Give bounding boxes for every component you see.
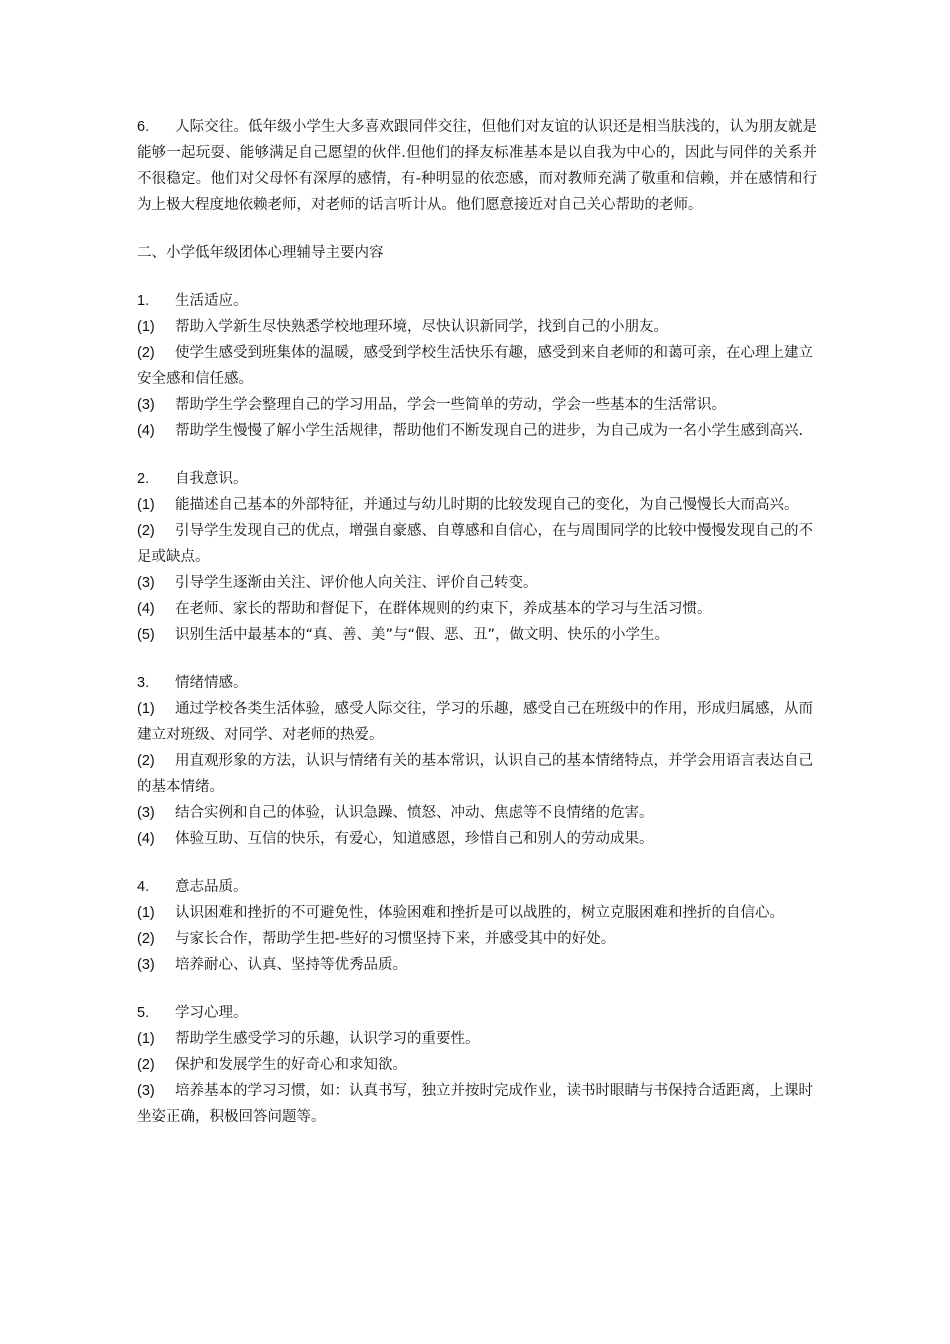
list-item-number: (3)	[137, 575, 155, 591]
list-item-text: 结合实例和自己的体验，认识急躁、愤怒、冲动、焦虑等不良情绪的危害。	[175, 805, 654, 821]
subsection-number: 2.	[137, 471, 150, 487]
list-item	[137, 570, 817, 596]
list-item-text: 能描述自己基本的外部特征，并通过与幼儿时期的比较发现自己的变化，为自己慢慢长大而高兴。	[175, 497, 799, 513]
list-item-number: (1)	[137, 701, 155, 717]
list-item-number: (3)	[137, 805, 155, 821]
list-item-text: 通过学校各类生活体验，感受人际交往，学习的乐趣，感受自己在班级中的作用，形成归属感，从而建立对班级、对同学、对老师的热爱。	[137, 701, 813, 743]
subsection-number: 4.	[137, 879, 150, 895]
list-item-text: 体验互助、互信的快乐，有爱心，知道感恩，珍惜自己和别人的劳动成果。	[175, 831, 654, 847]
subsection-heading	[137, 288, 817, 314]
list-item-number: (2)	[137, 753, 155, 769]
list-item-number: (4)	[137, 831, 155, 847]
intro-number: 6.	[137, 119, 150, 135]
list-item	[137, 826, 817, 852]
subsection-number: 1.	[137, 293, 150, 309]
list-item-text: 识别生活中最基本的“真、善、美”与“假、恶、丑”，做文明、快乐的小学生。	[175, 627, 670, 643]
list-item-number: (3)	[137, 397, 155, 413]
list-item	[137, 340, 817, 392]
sections-container	[137, 266, 817, 1130]
list-item-text: 与家长合作，帮助学生把-些好的习惯坚持下来，并感受其中的好处。	[175, 931, 616, 947]
list-item	[137, 800, 817, 826]
list-item-number: (4)	[137, 423, 155, 439]
subsection-title: 生活适应。	[175, 293, 248, 309]
subsection-number: 5.	[137, 1005, 150, 1021]
list-item	[137, 696, 817, 748]
list-item	[137, 492, 817, 518]
list-item-number: (1)	[137, 497, 155, 513]
list-item-text: 使学生感受到班集体的温暖，感受到学校生活快乐有趣，感受到来自老师的和蔼可亲，在心理上建立安全感和信任感。	[137, 345, 813, 387]
intro-paragraph	[137, 114, 817, 218]
document-page	[137, 114, 817, 1130]
list-item	[137, 926, 817, 952]
list-item	[137, 1052, 817, 1078]
intro-text: 人际交往。低年级小学生大多喜欢跟同伴交往，但他们对友谊的认识还是相当肤浅的，认为朋友就是能够一起玩耍、能够满足自己愿望的伙伴.但他们的择友标准基本是以自我为中心的，因此与同伴的关系并不很稳定。他们对父母怀有深厚的感情，有-种明显的依恋感，而对教师充满了敬重和信赖，并在感情和行为上极大程度地依赖老师，对老师的话言听计从。他们愿意接近对自己关心帮助的老师。	[137, 119, 817, 213]
list-item	[137, 748, 817, 800]
list-item-text: 帮助入学新生尽快熟悉学校地理环境，尽快认识新同学，找到自己的小朋友。	[175, 319, 668, 335]
list-item-number: (3)	[137, 957, 155, 973]
list-item	[137, 1078, 817, 1130]
subsection-heading	[137, 670, 817, 696]
list-item	[137, 900, 817, 926]
subsection-title: 自我意识。	[175, 471, 248, 487]
list-item-text: 帮助学生感受学习的乐趣，认识学习的重要性。	[175, 1031, 480, 1047]
list-item-text: 保护和发展学生的好奇心和求知欲。	[175, 1057, 407, 1073]
subsection-title: 学习心理。	[175, 1005, 248, 1021]
list-item	[137, 518, 817, 570]
list-item	[137, 392, 817, 418]
list-item-number: (2)	[137, 523, 155, 539]
list-item-text: 引导学生发现自己的优点，增强自豪感、自尊感和自信心，在与周围同学的比较中慢慢发现自己的不足或缺点。	[137, 523, 813, 565]
list-item	[137, 314, 817, 340]
section-heading: 二、小学低年级团体心理辅导主要内容	[137, 245, 384, 261]
list-item-text: 引导学生逐渐由关注、评价他人向关注、评价自己转变。	[175, 575, 538, 591]
subsection-heading	[137, 466, 817, 492]
list-item	[137, 418, 817, 444]
list-item-text: 认识困难和挫折的不可避免性，体验困难和挫折是可以战胜的，树立克服困难和挫折的自信心。	[175, 905, 784, 921]
list-item-text: 帮助学生慢慢了解小学生活规律，帮助他们不断发现自己的进步，为自己成为一名小学生感到高兴.	[175, 423, 804, 439]
list-item-number: (5)	[137, 627, 155, 643]
list-item-number: (2)	[137, 1057, 155, 1073]
list-item	[137, 596, 817, 622]
subsection-number: 3.	[137, 675, 150, 691]
list-item-text: 帮助学生学会整理自己的学习用品，学会一些简单的劳动，学会一些基本的生活常识。	[175, 397, 726, 413]
list-item	[137, 952, 817, 978]
subsection-title: 情绪情感。	[175, 675, 248, 691]
list-item-text: 培养耐心、认真、坚持等优秀品质。	[175, 957, 407, 973]
subsection-title: 意志品质。	[175, 879, 248, 895]
list-item-number: (4)	[137, 601, 155, 617]
list-item-text: 用直观形象的方法，认识与情绪有关的基本常识，认识自己的基本情绪特点，并学会用语言表达自己的基本情绪。	[137, 753, 813, 795]
list-item-text: 培养基本的学习习惯，如：认真书写，独立并按时完成作业，读书时眼睛与书保持合适距离，上课时坐姿正确，积极回答问题等。	[137, 1083, 813, 1125]
list-item-number: (2)	[137, 931, 155, 947]
subsection-heading	[137, 1000, 817, 1026]
subsection-heading	[137, 874, 817, 900]
list-item-number: (1)	[137, 1031, 155, 1047]
list-item-number: (2)	[137, 345, 155, 361]
list-item-number: (1)	[137, 319, 155, 335]
list-item-number: (3)	[137, 1083, 155, 1099]
list-item	[137, 1026, 817, 1052]
list-item	[137, 622, 817, 648]
list-item-text: 在老师、家长的帮助和督促下，在群体规则的约束下，养成基本的学习与生活习惯。	[175, 601, 712, 617]
list-item-number: (1)	[137, 905, 155, 921]
